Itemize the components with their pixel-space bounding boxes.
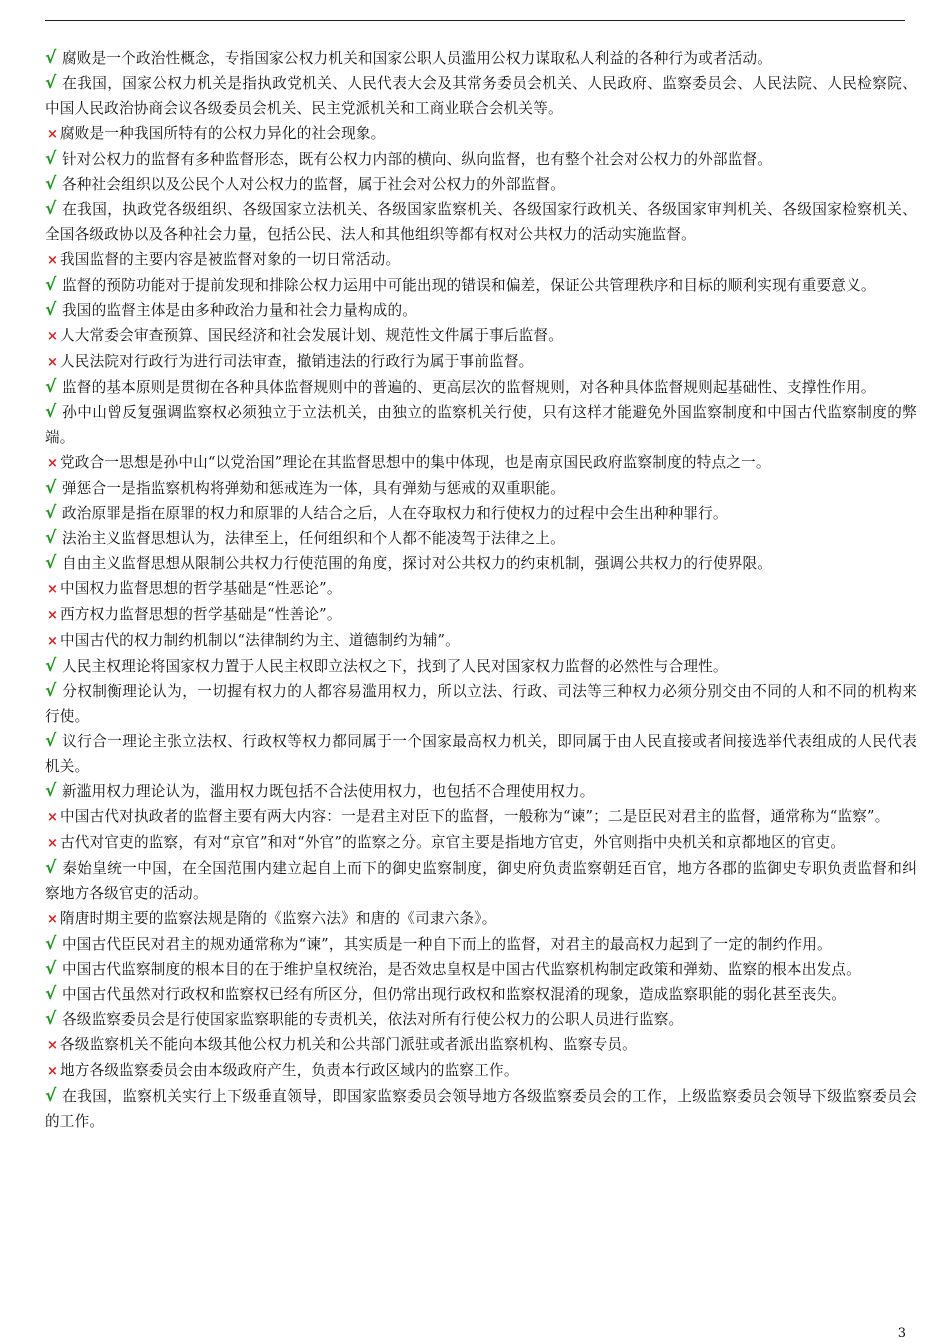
- statement-item: [45, 1058, 917, 1084]
- statement-item: [45, 375, 917, 400]
- cross-mark-icon: ×: [46, 355, 59, 370]
- statement-item: [45, 147, 917, 172]
- cross-mark-icon: ×: [46, 912, 59, 927]
- statement-text: 新滥用权力理论认为，滥用权力既包括不合法使用权力，也包括不合理使用权力。: [62, 783, 595, 800]
- statement-text: 腐败是一个政治性概念，专指国家公权力机关和国家公职人员滥用公权力谋取私人利益的各种行为或者活动。: [62, 50, 773, 67]
- statement-item: [45, 830, 917, 856]
- check-mark-icon: √: [45, 402, 57, 422]
- statement-text: 中国古代监察制度的根本目的在于维护皇权统治，是否效忠皇权是中国古代监察机构制定政策和弹劾、监察的根本出发点。: [62, 961, 861, 978]
- check-mark-icon: √: [45, 528, 57, 548]
- statement-text: 中国古代虽然对行政权和监察权已经有所区分，但仍常出现行政权和监察权混淆的现象，造成监察职能的弱化甚至丧失。: [62, 986, 847, 1003]
- cross-mark-icon: ×: [46, 836, 59, 851]
- check-mark-icon: √: [45, 275, 57, 295]
- statement-text: 分权制衡理论认为，一切握有权力的人都容易滥用权力，所以立法、行政、司法等三种权力必须分别交由不同的人和不同的机构来行使。: [45, 683, 917, 725]
- check-mark-icon: √: [45, 377, 57, 397]
- statement-item: [45, 602, 917, 628]
- statement-text: 中国古代臣民对君主的规劝通常称为“谏”，其实质是一种自下而上的监督，对君主的最高权力起到了一定的制约作用。: [62, 936, 832, 953]
- statement-text: 秦始皇统一中国，在全国范围内建立起自上而下的御史监察制度，御史府负责监察朝廷百官，地方各郡的监御史专职负责监督和纠察地方各级官吏的活动。: [45, 860, 917, 902]
- statement-text: 人民法院对行政行为进行司法审查，撤销违法的行政行为属于事前监督。: [60, 353, 534, 370]
- cross-mark-icon: ×: [46, 582, 59, 597]
- statement-text: 在我国，国家公权力机关是指执政党机关、人民代表大会及其常务委员会机关、人民政府、监察委员会、人民法院、人民检察院、中国人民政治协商会议各级委员会机关、民主党派机关和工商业联合会机关等。: [45, 75, 917, 117]
- statement-text: 在我国，监察机关实行上下级垂直领导，即国家监察委员会领导地方各级监察委员会的工作，上级监察委员会领导下级监察委员会的工作。: [45, 1088, 917, 1130]
- check-mark-icon: √: [45, 174, 57, 194]
- check-mark-icon: √: [45, 656, 57, 676]
- statement-item: [45, 400, 917, 450]
- statement-item: [45, 1084, 917, 1134]
- statement-text: 自由主义监督思想从限制公共权力行使范围的角度，探讨对公共权力的约束机制，强调公共权力的行使界限。: [62, 555, 773, 572]
- statement-text: 在我国，执政党各级组织、各级国家立法机关、各级国家监察机关、各级国家行政机关、各级国家审判机关、各级国家检察机关、全国各级政协以及各种社会力量，包括公民、法人和其他组织等都有权对公共权力的活动实施监督。: [45, 201, 917, 243]
- check-mark-icon: √: [45, 1009, 57, 1029]
- statement-item: [45, 197, 917, 247]
- check-mark-icon: √: [45, 934, 57, 954]
- statement-text: 地方各级监察委员会由本级政府产生，负责本行政区域内的监察工作。: [60, 1062, 519, 1079]
- statement-item: [45, 1032, 917, 1058]
- check-mark-icon: √: [45, 984, 57, 1004]
- cross-mark-icon: ×: [46, 127, 59, 142]
- statement-item: [45, 247, 917, 273]
- statement-text: 政治原罪是指在原罪的权力和原罪的人结合之后，人在夺取权力和行使权力的过程中会生出种种罪行。: [62, 505, 728, 522]
- check-mark-icon: √: [45, 300, 57, 320]
- statement-item: [45, 71, 917, 121]
- statement-text: 监督的预防功能对于提前发现和排除公权力运用中可能出现的错误和偏差，保证公共管理秩序和目标的顺利实现有重要意义。: [62, 277, 876, 294]
- check-mark-icon: √: [45, 199, 57, 219]
- check-mark-icon: √: [45, 503, 57, 523]
- statement-text: 隋唐时期主要的监察法规是隋的《监察六法》和唐的《司隶六条》。: [60, 910, 497, 927]
- statement-text: 腐败是一种我国所特有的公权力异化的社会现象。: [60, 125, 386, 142]
- statement-item: [45, 46, 917, 71]
- statement-text: 古代对官吏的监察，有对“京官”和对“外官”的监察之分。京官主要是指地方官吏，外官则指中央机关和京都地区的官吏。: [60, 834, 846, 851]
- cross-mark-icon: ×: [46, 329, 59, 344]
- check-mark-icon: √: [45, 781, 57, 801]
- statement-text: 人大常委会审查预算、国民经济和社会发展计划、规范性文件属于事后监督。: [60, 327, 563, 344]
- statement-item: [45, 323, 917, 349]
- statement-item: [45, 982, 917, 1007]
- statement-item: [45, 679, 917, 729]
- statement-text: 孙中山曾反复强调监察权必须独立于立法机关，由独立的监察机关行使，只有这样才能避免外国监察制度和中国古代监察制度的弊端。: [45, 404, 917, 446]
- check-mark-icon: √: [45, 73, 57, 93]
- cross-mark-icon: ×: [46, 1038, 59, 1053]
- statement-item: [45, 450, 917, 476]
- statement-item: [45, 121, 917, 147]
- statement-item: [45, 628, 917, 654]
- statement-item: [45, 1007, 917, 1032]
- statement-text: 中国古代的权力制约机制以“法律制约为主、道德制约为辅”。: [60, 632, 460, 649]
- statement-item: [45, 273, 917, 298]
- statement-item: [45, 551, 917, 576]
- statement-text: 各级监察委员会是行使国家监察职能的专责机关，依法对所有行使公权力的公职人员进行监察。: [62, 1011, 684, 1028]
- statement-item: [45, 526, 917, 551]
- statement-item: [45, 501, 917, 526]
- cross-mark-icon: ×: [46, 253, 59, 268]
- check-mark-icon: √: [45, 149, 57, 169]
- check-mark-icon: √: [45, 553, 57, 573]
- statement-item: [45, 172, 917, 197]
- statement-text: 西方权力监督思想的哲学基础是“性善论”。: [60, 606, 342, 623]
- statement-item: [45, 476, 917, 501]
- statement-text: 中国权力监督思想的哲学基础是“性恶论”。: [60, 580, 342, 597]
- check-mark-icon: √: [45, 959, 57, 979]
- statement-text: 我国监督的主要内容是被监督对象的一切日常活动。: [60, 251, 401, 268]
- check-mark-icon: √: [45, 731, 57, 751]
- cross-mark-icon: ×: [46, 456, 59, 471]
- statement-text: 各种社会组织以及公民个人对公权力的监督，属于社会对公权力的外部监督。: [62, 176, 565, 193]
- cross-mark-icon: ×: [46, 810, 59, 825]
- statement-item: [45, 576, 917, 602]
- statement-text: 各级监察机关不能向本级其他公权力机关和公共部门派驻或者派出监察机构、监察专员。: [60, 1036, 637, 1053]
- statement-item: [45, 856, 917, 906]
- check-mark-icon: √: [45, 858, 57, 878]
- statement-item: [45, 957, 917, 982]
- cross-mark-icon: ×: [46, 608, 59, 623]
- statement-text: 党政合一思想是孙中山“以党治国”理论在其监督思想中的集中体现，也是南京国民政府监察制度的特点之一。: [60, 454, 771, 471]
- cross-mark-icon: ×: [46, 634, 59, 649]
- statement-item: [45, 298, 917, 323]
- check-mark-icon: √: [45, 681, 57, 701]
- check-mark-icon: √: [45, 478, 57, 498]
- statement-text: 议行合一理论主张立法权、行政权等权力都同属于一个国家最高权力机关，即同属于由人民直接或者间接选举代表组成的人民代表机关。: [45, 733, 917, 775]
- statement-text: 人民主权理论将国家权力置于人民主权即立法权之下，找到了人民对国家权力监督的必然性与合理性。: [62, 658, 728, 675]
- statement-item: [45, 729, 917, 779]
- statement-item: [45, 932, 917, 957]
- statement-item: [45, 654, 917, 679]
- statement-text: 我国的监督主体是由多种政治力量和社会力量构成的。: [62, 302, 418, 319]
- statement-text: 针对公权力的监督有多种监督形态，既有公权力内部的横向、纵向监督，也有整个社会对公权力的外部监督。: [62, 151, 773, 168]
- header-rule: [45, 20, 905, 21]
- statement-text: 中国古代对执政者的监督主要有两大内容：一是君主对臣下的监督，一般称为“谏”；二是臣民对君主的监督，通常称为“监察”。: [60, 808, 890, 825]
- statement-text: 法治主义监督思想认为，法律至上，任何组织和个人都不能凌驾于法律之上。: [62, 530, 565, 547]
- statement-item: [45, 349, 917, 375]
- check-mark-icon: √: [45, 48, 57, 68]
- statement-list: [45, 46, 917, 1134]
- statement-text: 监督的基本原则是贯彻在各种具体监督规则中的普遍的、更高层次的监督规则，对各种具体监督规则起基础性、支撑性作用。: [62, 379, 876, 396]
- cross-mark-icon: ×: [46, 1064, 59, 1079]
- statement-item: [45, 779, 917, 804]
- statement-item: [45, 804, 917, 830]
- page-number: 3: [897, 1326, 906, 1341]
- statement-item: [45, 906, 917, 932]
- statement-text: 弹惩合一是指监察机构将弹劾和惩戒连为一体，具有弹劾与惩戒的双重职能。: [62, 480, 565, 497]
- check-mark-icon: √: [45, 1086, 57, 1106]
